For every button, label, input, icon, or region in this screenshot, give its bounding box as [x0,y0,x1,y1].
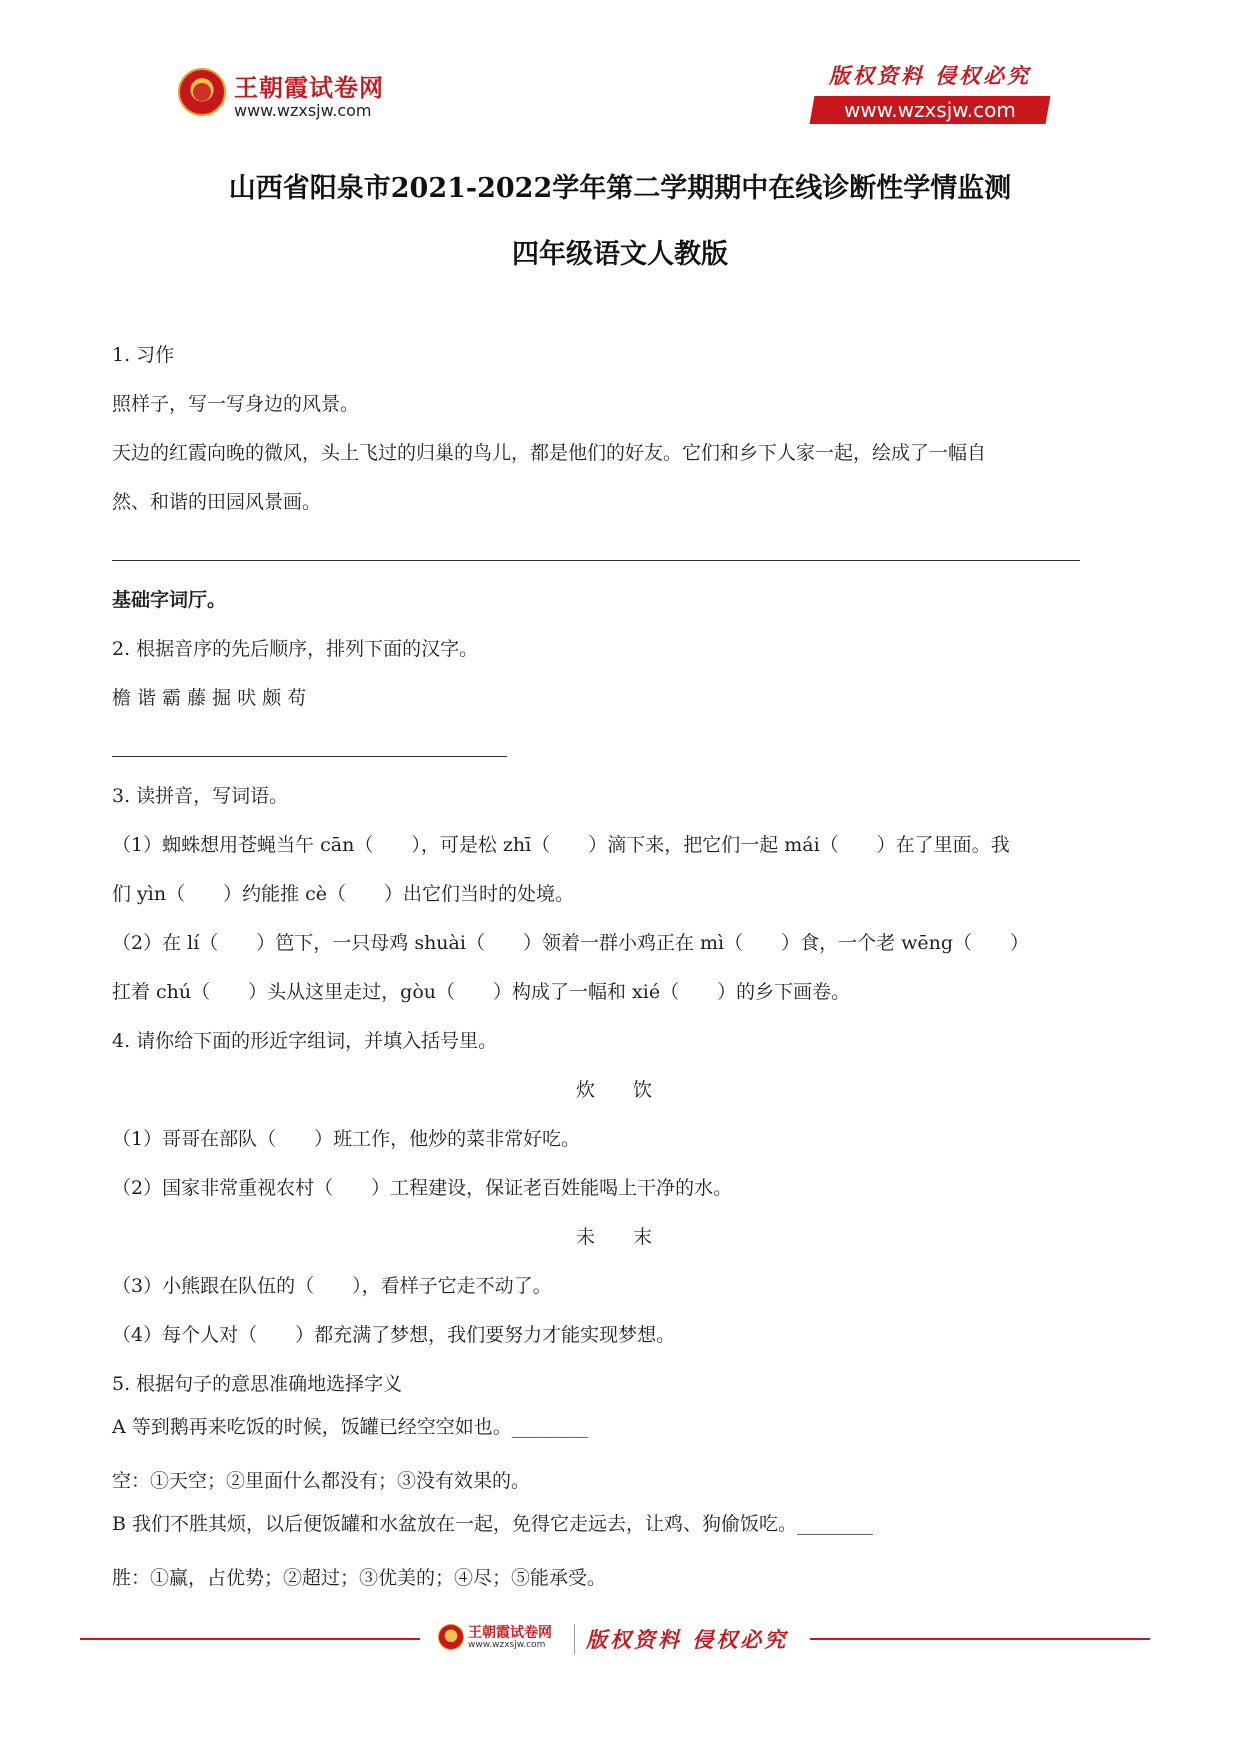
copyright-notice: 版权资料 侵权必究 [828,63,1032,88]
url-banner-text: www.wzxsjw.com [844,98,1016,122]
q5-sentence-a: A 等到鹅再来吃饭的时候，饭罐已经空空如也。________ [112,1416,588,1438]
q3-part2-line1: （2）在 lí（ ）笆下，一只母鸡 shuài（ ）领着一群小鸡正在 mì（ ）食，一个老 wēng（ ） [112,932,1030,954]
footer-divider [574,1624,575,1654]
q5-meanings-a: 空：①天空；②里面什么都没有；③没有效果的。 [112,1470,531,1492]
q2-answer-line [112,756,507,757]
q4-pair1: 炊 饮 [576,1079,653,1101]
q1-answer-line [112,560,1080,561]
q1-instruction: 照样子，写一写身边的风景。 [112,393,360,415]
q4-item4: （4）每个人对（ ）都充满了梦想，我们要努力才能实现梦想。 [112,1324,676,1346]
q5-meanings-b: 胜：①赢，占优势；②超过；③优美的；④尽；⑤能承受。 [112,1567,607,1589]
footer-rule-right [810,1638,1150,1640]
seal-logo-icon [178,68,226,116]
header-copyright-block [812,60,1048,124]
footer-copyright: 版权资料 侵权必究 [586,1627,789,1652]
q4-item3: （3）小熊跟在队伍的（ ），看样子它走不动了。 [112,1275,552,1297]
footer-seal-icon [438,1624,464,1650]
exam-title: 山西省阳泉市2021-2022学年第二学期期中在线诊断性学情监测 [228,173,1012,204]
q3-heading: 3. 读拼音，写词语。 [112,785,289,807]
logo-url: www.wzxsjw.com [234,101,372,120]
q3-part1-line1: （1）蜘蛛想用苍蝇当午 cān（ ），可是松 zhī（ ）滴下来，把它们一起 mái（ ）在了里面。我 [112,834,1010,856]
q3-part1-line2: 们 yìn（ ）约能推 cè（ ）出它们当时的处境。 [112,883,575,905]
q4-heading: 4. 请你给下面的形近字组词，并填入括号里。 [112,1030,498,1052]
footer-rule-left [80,1638,420,1640]
q5-heading: 5. 根据句子的意思准确地选择字义 [112,1373,403,1395]
exam-subtitle: 四年级语文人教版 [512,239,728,270]
section-heading: 基础字词厅。 [112,589,227,611]
footer-logo-name: 王朝霞试卷网 [468,1625,552,1641]
q1-heading: 1. 习作 [112,344,175,366]
q4-pair2: 未 末 [576,1226,653,1248]
q2-heading: 2. 根据音序的先后顺序，排列下面的汉字。 [112,638,479,660]
q3-part2-line2: 扛着 chú（ ）头从这里走过，gòu（ ）构成了一幅和 xié（ ）的乡下画卷。 [112,981,851,1003]
q2-characters: 檐 谐 霸 藤 掘 吠 颇 苟 [112,687,307,709]
q5-sentence-b: B 我们不胜其烦，以后便饭罐和水盆放在一起，免得它走远去，让鸡、狗偷饭吃。________ [112,1513,874,1535]
logo-name: 王朝霞试卷网 [234,74,384,102]
q1-example-line1: 天边的红霞向晚的微风，头上飞过的归巢的鸟儿，都是他们的好友。它们和乡下人家一起，绘成了一幅自 [112,442,987,464]
q4-item1: （1）哥哥在部队（ ）班工作，他炒的菜非常好吃。 [112,1128,581,1150]
q4-item2: （2）国家非常重视农村（ ）工程建设，保证老百姓能喝上干净的水。 [112,1177,733,1199]
q1-example-line2: 然、和谐的田园风景画。 [112,491,322,513]
url-banner [810,96,1051,124]
footer-logo-url: www.wzxsjw.com [468,1640,546,1650]
